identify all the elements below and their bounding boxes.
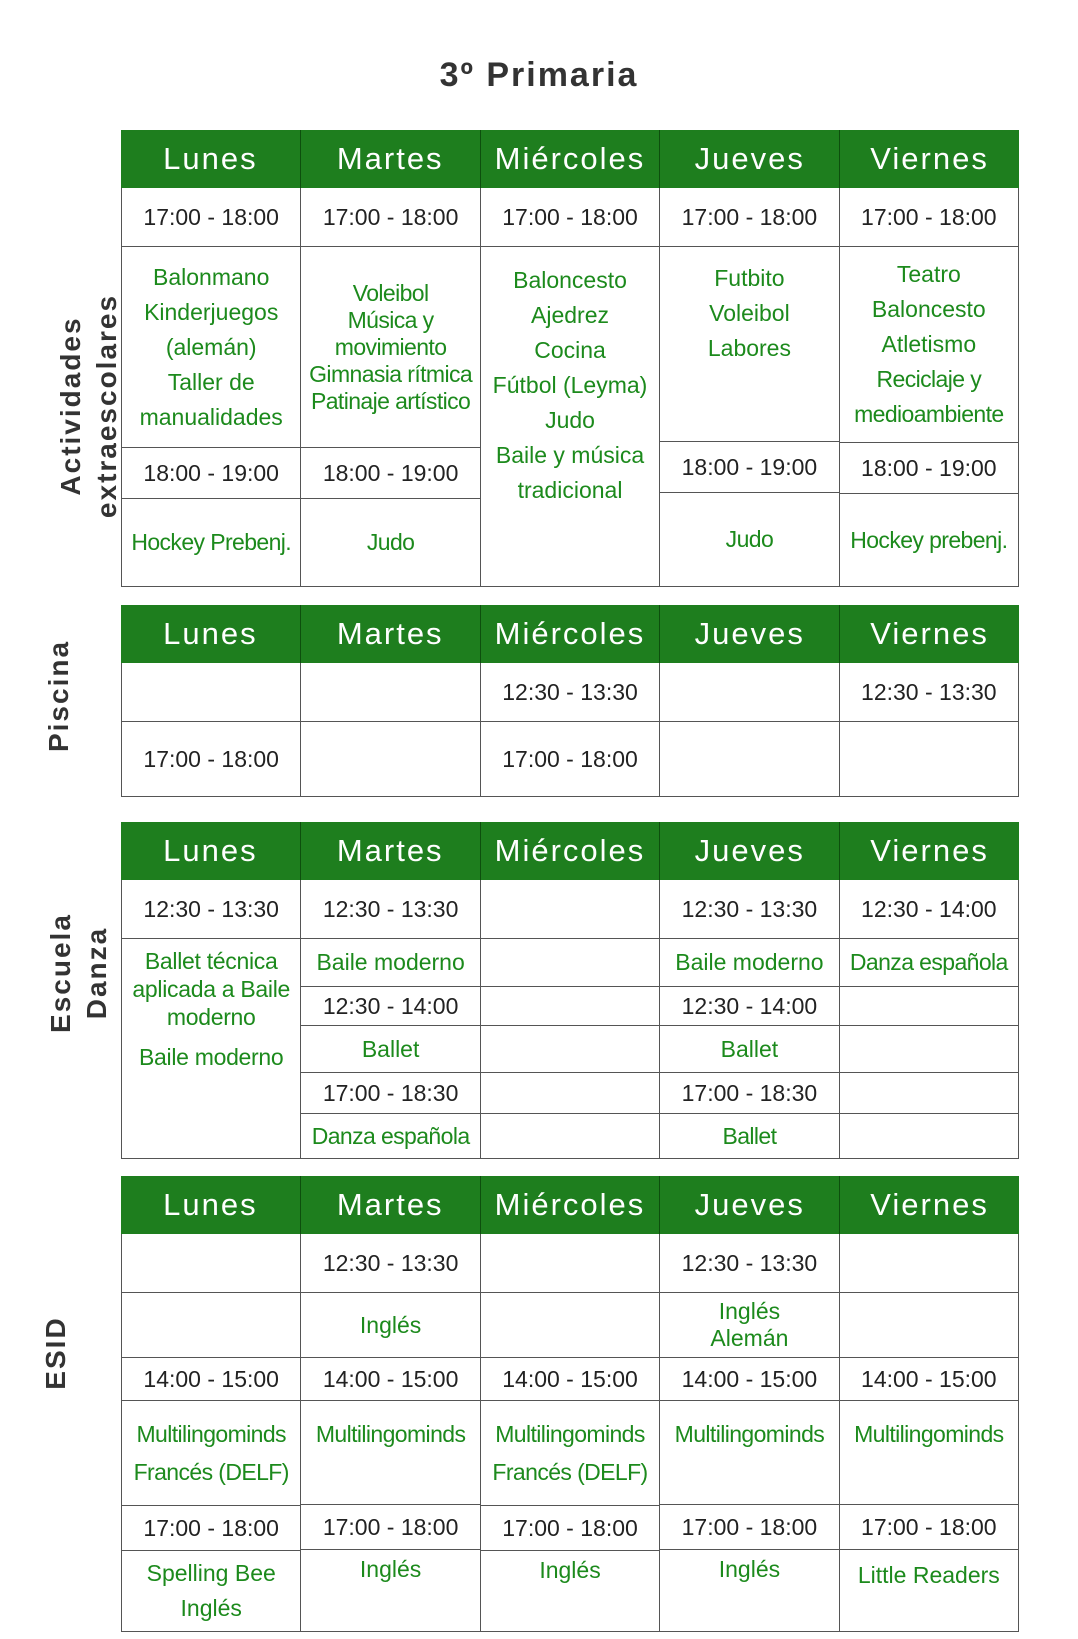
activity: Baloncesto [513,267,627,293]
day-column-miercoles [481,880,660,1158]
empty-cell [481,939,659,987]
activity: Inglés [718,1298,781,1324]
time-cell: 17:00 - 18:00 [481,1506,659,1551]
activity: Gimnasia rítmica [309,360,473,387]
time-cell [660,722,838,796]
day-header-row [121,1176,1019,1234]
activity-cell: Baile moderno [301,939,479,987]
empty-cell [840,1026,1018,1073]
day-column-martes [301,663,480,796]
activity: Voleibol [352,279,429,306]
schedule-grid [121,1234,1019,1632]
day-header-row [121,822,1019,880]
activity: Baile y música [495,442,645,468]
activity: Taller de [167,368,255,395]
activities-cell [660,1401,838,1505]
activity: Música y [347,306,434,333]
day-column-jueves [660,880,839,1158]
time-cell: 17:00 - 18:00 [122,1506,300,1551]
schedule-grid [121,880,1019,1159]
day-header-lunes: Lunes [121,822,301,880]
day-column-lunes [122,663,301,796]
day-column-jueves [660,663,839,796]
activity: Multilingominds [136,1421,286,1447]
day-header-jueves: Jueves [660,822,840,880]
activities-cell [481,247,659,586]
day-column-viernes [840,880,1019,1158]
activity: Inglés [359,1556,422,1582]
time-cell: 17:00 - 18:00 [660,1505,838,1550]
activity: manualidades [139,403,283,430]
day-header-miercoles: Miércoles [481,605,661,663]
activity: Judo [366,529,415,555]
day-header-jueves: Jueves [660,605,840,663]
day-header-jueves: Jueves [660,1176,840,1234]
empty-cell [481,1114,659,1158]
activity: Teatro [896,261,961,287]
section-esid [121,1176,1019,1632]
activities-cell [840,1550,1018,1631]
empty-cell [481,1073,659,1114]
empty-cell [481,880,659,939]
day-header-miercoles: Miércoles [481,822,661,880]
activities-cell [122,247,300,448]
section-piscina [121,605,1019,797]
section-label-line: extraescolares [91,293,122,519]
day-header-viernes: Viernes [870,141,989,176]
time-cell: 14:00 - 15:00 [301,1358,479,1401]
time-cell: 17:00 - 18:00 [840,188,1018,247]
activities-cell [660,247,838,442]
activity: Inglés [359,1311,422,1338]
time-cell: 12:30 - 13:30 [660,880,838,939]
activity: Futbito [714,265,785,291]
time-cell: 17:00 - 18:00 [122,188,300,247]
activity: Atletismo [881,331,977,357]
activities-cell [840,1401,1018,1505]
activity-cell: Danza española [840,939,1018,987]
activity: Labores [707,335,791,361]
activities-cell [481,1551,659,1631]
activity: Multilingominds [674,1421,825,1447]
activity: tradicional [517,477,623,503]
section-label-line: Actividades [55,316,86,496]
empty-cell [840,1234,1018,1293]
day-column-jueves [660,188,839,586]
activity: Patinaje artístico [310,387,471,414]
activities-cell [660,493,838,586]
activity: Judo [725,526,774,552]
activity: Cocina [534,337,606,363]
time-cell: 18:00 - 19:00 [301,448,479,499]
day-header-martes: Martes [301,130,481,188]
time-cell: 18:00 - 19:00 [660,442,838,493]
activity: medioambiente [854,401,1004,427]
activity-cell: Ballet [301,1026,479,1073]
time-cell: 12:30 - 13:30 [301,1234,479,1293]
empty-cell [840,987,1018,1026]
activities-cell [122,939,300,1158]
day-header-lunes: Lunes [121,1176,301,1234]
time-cell [301,722,479,796]
time-cell: 18:00 - 19:00 [840,443,1018,494]
time-cell: 14:00 - 15:00 [660,1358,838,1401]
day-header-row [121,605,1019,663]
activity: Judo [545,407,595,433]
activity: Alemán [710,1325,789,1351]
activities-cell [660,1550,838,1631]
day-header-lunes: Lunes [121,130,301,188]
activities-cell [122,499,300,586]
empty-cell [122,1293,300,1358]
activity-cell: Baile moderno [660,939,838,987]
section-label-line: Escuela [45,913,76,1033]
day-column-lunes [122,188,301,586]
activity: Inglés [539,1557,601,1583]
day-header-viernes: Viernes [870,1187,989,1222]
time-cell: 17:00 - 18:00 [502,745,638,772]
day-column-viernes [840,663,1019,796]
activity: Multilingominds [854,1421,1004,1447]
day-header-martes: Martes [301,1176,481,1234]
activity: Hockey prebenj. [850,526,1008,553]
day-header-miercoles: Miércoles [481,130,661,188]
section-label-escuela-danza [43,893,115,1053]
activity-cell: Danza española [311,1122,470,1149]
day-header-row [121,130,1019,188]
section-label-piscina: Piscina [43,639,74,753]
time-cell: 18:00 - 19:00 [122,448,300,499]
time-cell [840,722,1018,796]
activities-cell [840,494,1018,586]
empty-cell [481,1026,659,1073]
time-cell: 17:00 - 18:00 [840,1505,1018,1550]
activity: Baloncesto [871,296,986,322]
activities-cell [122,1551,300,1631]
day-column-miercoles [481,188,660,586]
empty-cell [122,1234,300,1293]
activity: (alemán) [165,333,257,360]
section-label-esid: ESID [40,1316,71,1390]
day-header-viernes: Viernes [870,616,989,651]
empty-cell [481,1234,659,1293]
activity: Voleibol [709,300,790,326]
time-cell: 12:30 - 14:00 [301,987,479,1026]
time-cell: 12:30 - 13:30 [660,1234,838,1293]
activity: Kinderjuegos [144,298,279,325]
activities-cell [840,247,1018,443]
time-cell: 12:30 - 14:00 [660,987,838,1026]
activity: Francés (DELF) [492,1459,648,1485]
empty-cell [840,1114,1018,1158]
section-extraescolares [121,130,1019,587]
activity: Multilingominds [315,1421,466,1447]
time-cell: 17:00 - 18:00 [301,188,479,247]
section-label-extraescolares [53,256,125,556]
empty-cell [840,1293,1018,1358]
day-column-martes [301,880,480,1158]
empty-cell [481,1293,659,1358]
activities-cell [660,1293,838,1358]
time-cell: 17:00 - 18:00 [481,188,659,247]
time-cell: 17:00 - 18:30 [301,1073,479,1114]
activity: Little Readers [857,1562,1000,1588]
activity: Baile moderno [138,1044,284,1070]
activity: aplicada a Baile [132,976,290,1002]
day-header-miercoles: Miércoles [481,1176,661,1234]
activity: Hockey Prebenj. [131,529,292,555]
day-column-viernes [840,188,1019,586]
day-column-lunes [122,880,301,1158]
activities-cell [481,1401,659,1506]
day-column-martes [301,188,480,586]
time-cell [122,663,300,722]
activities-cell [301,1293,479,1358]
activity: Inglés [180,1595,242,1621]
activity: Ballet técnica [144,948,278,974]
time-cell: 17:00 - 18:00 [660,188,838,247]
activity: moderno [166,1004,256,1030]
section-label-line: Danza [81,926,112,1020]
day-column-miercoles [481,1234,660,1631]
activity: movimiento [334,333,447,360]
time-cell: 14:00 - 15:00 [481,1358,659,1401]
schedule-grid [121,188,1019,587]
page-title: 3º Primaria [439,56,639,94]
activity: Multilingominds [495,1421,645,1447]
time-cell: 12:30 - 13:30 [301,880,479,939]
activity: Ajedrez [531,302,609,328]
time-cell: 12:30 - 13:30 [122,880,300,939]
time-cell [301,663,479,722]
activity: Francés (DELF) [133,1459,289,1485]
activities-cell [301,1550,479,1631]
day-header-martes: Martes [301,822,481,880]
activity-cell: Ballet [660,1026,838,1073]
time-cell: 12:30 - 13:30 [481,663,659,722]
time-cell: 12:30 - 14:00 [840,880,1018,939]
time-cell: 17:00 - 18:30 [660,1073,838,1114]
schedule-grid [121,663,1019,797]
time-cell: 14:00 - 15:00 [840,1358,1018,1401]
day-column-jueves [660,1234,839,1631]
time-cell: 17:00 - 18:00 [143,745,279,772]
activity-cell: Ballet [722,1122,777,1149]
activity: Spelling Bee [146,1560,276,1586]
time-cell [660,663,838,722]
empty-cell [481,987,659,1026]
activities-cell [122,1401,300,1506]
day-header-viernes: Viernes [870,833,989,868]
activity: Reciclaje y [876,366,982,392]
day-column-lunes [122,1234,301,1631]
activity: Fútbol (Leyma) [492,372,648,398]
day-header-lunes: Lunes [121,605,301,663]
section-escuela-danza [121,822,1019,1159]
day-column-martes [301,1234,480,1631]
day-header-jueves: Jueves [660,130,840,188]
day-column-miercoles [481,663,660,796]
activities-cell [301,1401,479,1505]
day-header-martes: Martes [301,605,481,663]
empty-cell [840,1073,1018,1114]
day-column-viernes [840,1234,1019,1631]
time-cell: 12:30 - 13:30 [840,663,1018,722]
time-cell: 17:00 - 18:00 [301,1505,479,1550]
activity: Inglés [718,1556,781,1582]
activities-cell [301,499,479,586]
activity: Balonmano [153,263,270,290]
time-cell: 14:00 - 15:00 [122,1358,300,1401]
activities-cell [301,247,479,448]
